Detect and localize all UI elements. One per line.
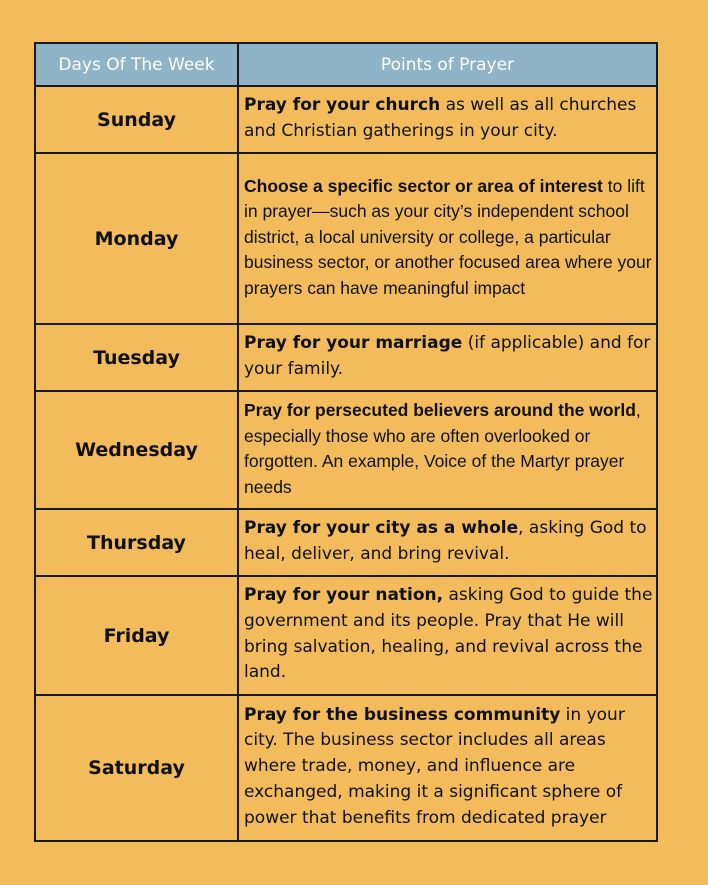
prayer-cell — [238, 391, 657, 509]
table-row — [35, 324, 657, 391]
prayer-cell — [238, 695, 657, 841]
prayer-text: to lift in prayer—such as your city’s independent school district, a local university or college, a particular business sector, or another focused area where your prayers can have meaningful impact — [244, 175, 652, 298]
prayer-emphasis: Pray for persecuted believers around the world — [244, 400, 636, 420]
table-row — [35, 391, 657, 509]
prayer-emphasis: Pray for the business community — [244, 704, 561, 725]
day-cell: Thursday — [35, 509, 238, 576]
prayer-text: (if applicable) and for your family. — [244, 332, 651, 379]
prayer-emphasis: Choose a specific sector or area of interest — [244, 175, 603, 196]
table-header-row — [35, 43, 657, 86]
day-cell: Wednesday — [35, 391, 238, 509]
points-column-header: Points of Prayer — [238, 43, 657, 86]
prayer-schedule-table — [34, 42, 658, 842]
prayer-cell — [238, 86, 657, 153]
day-cell: Monday — [35, 153, 238, 324]
prayer-text: , especially those who are often overlooked or forgotten. An example, Voice of the Martyr prayer needs — [244, 400, 641, 497]
table-row — [35, 695, 657, 841]
day-cell: Sunday — [35, 86, 238, 153]
prayer-emphasis: Pray for your marriage — [244, 332, 463, 353]
prayer-cell — [238, 153, 657, 324]
table-row — [35, 576, 657, 695]
prayer-emphasis: Pray for your nation, — [244, 585, 444, 606]
prayer-emphasis: Pray for your city as a whole — [244, 517, 519, 538]
prayer-text: asking God to guide the government and its people. Pray that He will bring salvation, healing, and revival across the land. — [244, 585, 653, 683]
prayer-cell — [238, 324, 657, 391]
day-cell: Tuesday — [35, 324, 238, 391]
day-cell: Friday — [35, 576, 238, 695]
prayer-text: as well as all churches and Christian gatherings in your city. — [244, 94, 637, 141]
prayer-cell — [238, 509, 657, 576]
table-row — [35, 509, 657, 576]
prayer-emphasis: Pray for your church — [244, 94, 441, 115]
day-cell: Saturday — [35, 695, 238, 841]
table-row — [35, 153, 657, 324]
days-column-header: Days Of The Week — [35, 43, 238, 86]
prayer-text: in your city. The business sector includes all areas where trade, money, and influence are exchanged, making it a significant sphere of power that benefits from dedicated prayer — [244, 704, 625, 828]
prayer-cell — [238, 576, 657, 695]
table-row — [35, 86, 657, 153]
prayer-text: , asking God to heal, deliver, and bring revival. — [244, 517, 647, 564]
